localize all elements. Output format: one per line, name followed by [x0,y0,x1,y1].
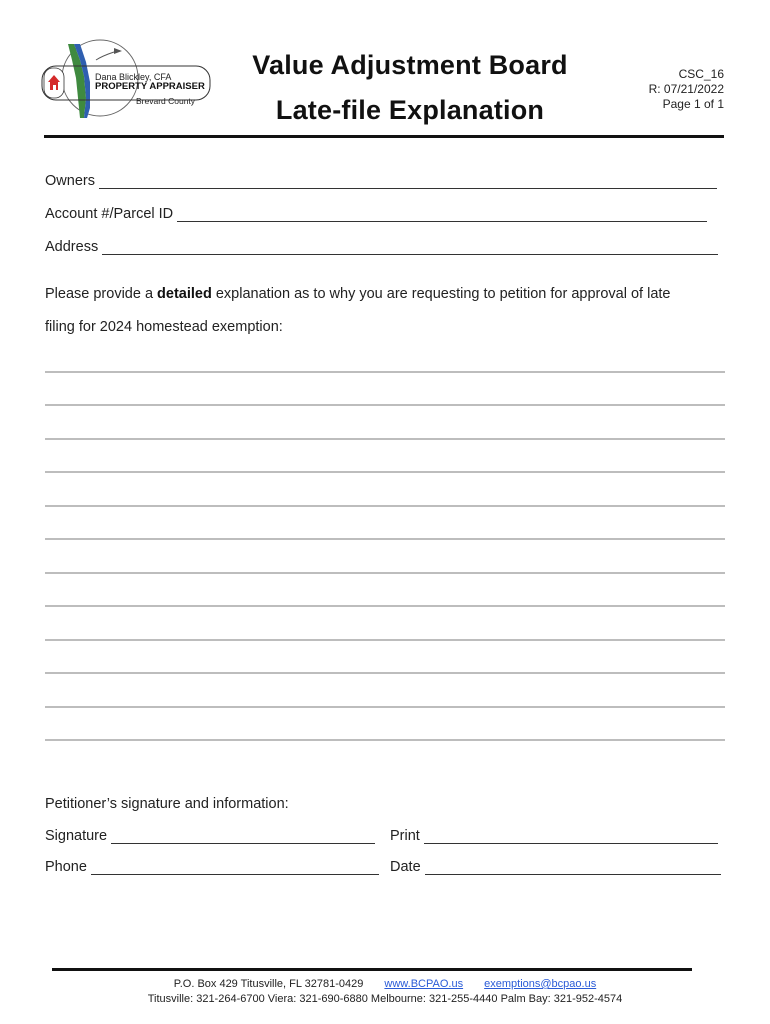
header-divider [44,135,724,138]
owners-field[interactable] [45,173,717,189]
date-field[interactable] [390,859,721,875]
address-field[interactable] [45,239,718,255]
revision-date: R: 07/21/2022 [648,82,724,96]
phone-input-line[interactable] [91,861,379,875]
instructions-emphasis: detailed [157,286,212,302]
account-parcel-label: Account #/Parcel ID [45,206,174,222]
explanation-line[interactable] [45,739,725,741]
explanation-line[interactable] [45,639,725,641]
explanation-line[interactable] [45,572,725,574]
website-link[interactable]: www.BCPAO.us [384,978,464,990]
date-input-line[interactable] [425,861,721,875]
date-label: Date [390,859,421,875]
address-input-line[interactable] [102,241,718,255]
address-label: Address [45,239,99,255]
instructions-line-2: filing for 2024 homestead exemption: [45,319,283,335]
account-parcel-input-line[interactable] [177,208,707,222]
print-field[interactable] [390,828,718,844]
form-title-line-2: Late-file Explanation [275,95,545,125]
logo-title: PROPERTY APPRAISER [95,81,205,92]
phone-label: Phone [45,859,87,875]
explanation-line[interactable] [45,672,725,674]
signature-section-heading: Petitioner’s signature and information: [45,796,289,812]
explanation-line[interactable] [45,538,725,540]
explanation-line[interactable] [45,404,725,406]
logo-name: Dana Blickley, CFA [95,72,172,82]
owners-label: Owners [45,173,95,189]
owners-input-line[interactable] [99,175,717,189]
signature-field[interactable] [45,828,375,844]
logo-county: Brevard County [136,96,196,106]
print-input-line[interactable] [424,830,718,844]
footer-phones: Titusville: 321-264-6700 Viera: 321-690-6880 Melbourne: 321-255-4440 Palm Bay: 321-952-4574 [147,993,623,1005]
instructions-line-1: Please provide a detailed explanation as to why you are requesting to petition for approval of late [45,286,671,302]
phone-field[interactable] [45,859,379,875]
explanation-line[interactable] [45,706,725,708]
account-parcel-field[interactable] [45,206,707,222]
footer-divider [52,968,692,971]
explanation-line[interactable] [45,505,725,507]
email-link[interactable]: exemptions@bcpao.us [484,978,597,990]
signature-label: Signature [45,828,108,844]
page-number: Page 1 of 1 [662,97,724,111]
footer-contact-line [0,978,770,990]
explanation-line[interactable] [45,438,725,440]
explanation-line[interactable] [45,471,725,473]
footer-address: P.O. Box 429 Titusville, FL 32781-0429 [173,978,364,990]
signature-input-line[interactable] [111,830,375,844]
form-title-line-1: Value Adjustment Board [252,50,568,80]
explanation-line[interactable] [45,371,725,373]
print-label: Print [390,828,420,844]
form-code: CSC_16 [678,67,724,81]
explanation-line[interactable] [45,605,725,607]
